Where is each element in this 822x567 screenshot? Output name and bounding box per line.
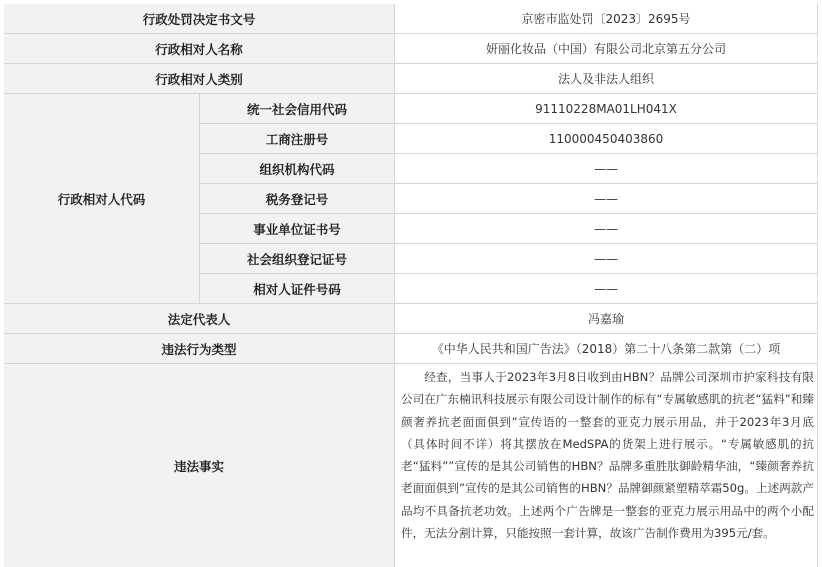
value-id-number: —— xyxy=(395,274,818,304)
label-credit-code: 统一社会信用代码 xyxy=(200,94,395,124)
label-party-type: 行政相对人类别 xyxy=(4,64,395,94)
value-violation-facts: 经查，当事人于2023年3月8日收到由HBN？品牌公司深圳市护家科技有限公司在广东楠讯科技展示有限公司设计制作的标有“专属敏感肌的抗老“猛料”和臻颜奢养抗老面面俱到”宣传语的一整套的亚克力展示用品，并于2023年3月底（具体时间不详）将其摆放在MedSPA的货架上进行展示。“专属敏感肌的抗老“猛料””宣传的是其公司销售的HBN？品牌多重胜肽御龄精华油，“臻颜奢养抗老面面俱到”宣传的是其公司销售的HBN？品牌御颜紧塑精萃霜50g。上述两款产品均不具备抗老功效。上述两个广告牌是一整套的亚克力展示用品中的两个小配件，无法分割计算，只能按照一套计算，故该广告制作费用为395元/套。 xyxy=(395,364,818,567)
label-org-code: 组织机构代码 xyxy=(200,154,395,184)
label-violation-type: 违法行为类型 xyxy=(4,334,395,364)
label-violation-facts: 违法事实 xyxy=(4,364,395,567)
label-social-org-reg-no: 社会组织登记证号 xyxy=(200,244,395,274)
label-tax-reg-no: 税务登记号 xyxy=(200,184,395,214)
value-violation-type: 《中华人民共和国广告法》（2018）第二十八条第二款第（二）项 xyxy=(395,334,818,364)
value-party-type: 法人及非法人组织 xyxy=(395,64,818,94)
value-credit-code: 91110228MA01LH041X xyxy=(395,94,818,124)
label-decision-no: 行政处罚决定书文号 xyxy=(4,4,395,34)
value-decision-no: 京密市监处罚〔2023〕2695号 xyxy=(395,4,818,34)
value-institution-cert-no: —— xyxy=(395,214,818,244)
value-tax-reg-no: —— xyxy=(395,184,818,214)
value-org-code: —— xyxy=(395,154,818,184)
value-legal-rep: 冯嘉瑜 xyxy=(395,304,818,334)
value-business-reg-no: 110000450403860 xyxy=(395,124,818,154)
label-business-reg-no: 工商注册号 xyxy=(200,124,395,154)
value-party-name: 妍丽化妆品（中国）有限公司北京第五分公司 xyxy=(395,34,818,64)
label-legal-rep: 法定代表人 xyxy=(4,304,395,334)
value-social-org-reg-no: —— xyxy=(395,244,818,274)
label-institution-cert-no: 事业单位证书号 xyxy=(200,214,395,244)
label-party-code: 行政相对人代码 xyxy=(4,94,200,304)
label-party-name: 行政相对人名称 xyxy=(4,34,395,64)
label-id-number: 相对人证件号码 xyxy=(200,274,395,304)
